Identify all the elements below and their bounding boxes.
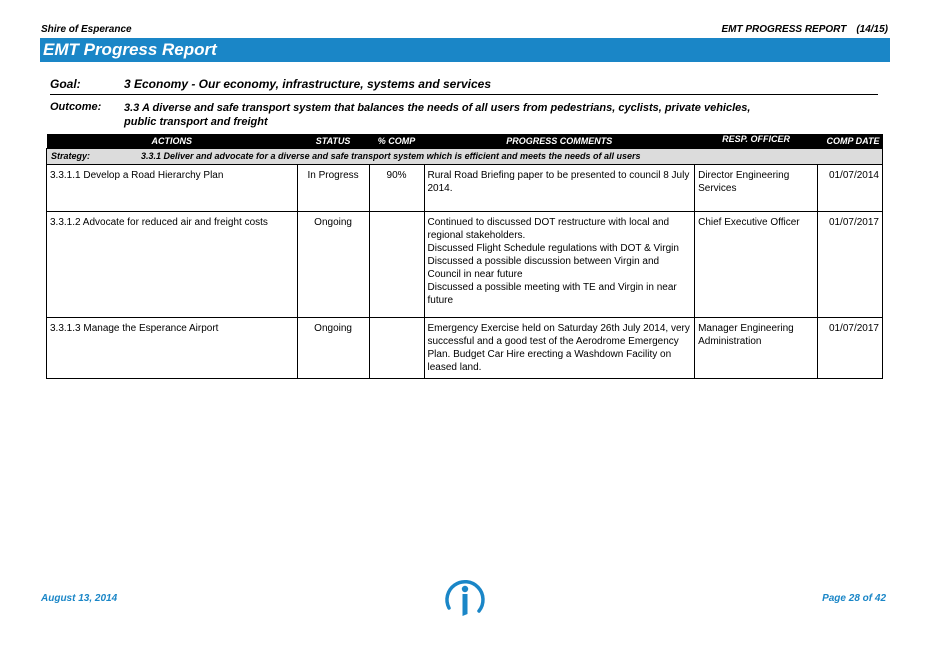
progress-table <box>46 134 883 379</box>
column-header-comments: PROGRESS COMMENTS <box>424 134 695 149</box>
strategy-label: Strategy: <box>51 151 91 161</box>
column-header-date: COMP DATE <box>817 134 882 149</box>
page-title: EMT Progress Report <box>43 40 217 59</box>
comp-cell: 90% <box>369 165 424 212</box>
outcome-label: Outcome: <box>50 101 102 113</box>
info-logo-icon <box>443 578 487 623</box>
comments-cell <box>424 212 695 318</box>
comments-cell <box>424 318 695 379</box>
comment-line: Discussed Flight Schedule regulations with DOT & Virgin <box>427 243 679 254</box>
organization-name: Shire of Esperance <box>41 24 132 35</box>
comment-line: Discussed a possible meeting with TE and Virgin in near future <box>427 282 677 306</box>
comp-cell <box>369 318 424 379</box>
goal-row <box>50 77 878 95</box>
outcome-text: 3.3 A diverse and safe transport system that balances the needs of all users from pedestrians, cyclists, private vehicles, public transport and freight <box>124 102 751 128</box>
comment-line: Rural Road Briefing paper to be presented to council 8 July 2014. <box>427 170 690 194</box>
status-cell: Ongoing <box>297 212 369 318</box>
status-cell: In Progress <box>297 165 369 212</box>
footer-page-number: Page 28 of 42 <box>822 593 886 604</box>
table-row <box>47 318 883 379</box>
strategy-row <box>47 149 883 165</box>
title-banner <box>40 38 890 62</box>
strategy-cell <box>47 149 883 165</box>
comment-line: Continued to discussed DOT restructure with local and regional stakeholders. <box>427 217 670 241</box>
table-row <box>47 165 883 212</box>
date-cell: 01/07/2017 <box>817 318 882 379</box>
report-header <box>721 24 888 35</box>
report-name: EMT PROGRESS REPORT <box>721 24 847 35</box>
date-cell: 01/07/2017 <box>817 212 882 318</box>
comments-cell <box>424 165 695 212</box>
comp-cell <box>369 212 424 318</box>
comment-line: Discussed a possible discussion between Virgin and Council in near future <box>427 256 660 280</box>
column-header-status: STATUS <box>297 134 369 149</box>
column-header-actions: ACTIONS <box>47 134 298 149</box>
strategy-text: 3.3.1 Deliver and advocate for a diverse and safe transport system which is efficient and meets the needs of all users <box>141 151 641 161</box>
action-cell: 3.3.1.3 Manage the Esperance Airport <box>47 318 298 379</box>
footer-date: August 13, 2014 <box>41 593 118 604</box>
date-cell: 01/07/2014 <box>817 165 882 212</box>
action-cell: 3.3.1.2 Advocate for reduced air and freight costs <box>47 212 298 318</box>
column-header-officer: RESP. OFFICER <box>695 134 818 149</box>
table-row <box>47 212 883 318</box>
officer-cell: Manager Engineering Administration <box>695 318 818 379</box>
status-cell: Ongoing <box>297 318 369 379</box>
table-header-row <box>47 134 883 149</box>
comment-line: Emergency Exercise held on Saturday 26th July 2014, very successful and a good test of the Aerodrome Emergency Plan. Budget Car Hire erecting a Washdown Facility on leased land. <box>427 323 690 373</box>
goal-text: 3 Economy - Our economy, infrastructure, systems and services <box>124 77 492 91</box>
officer-cell: Director Engineering Services <box>695 165 818 212</box>
goal-label: Goal: <box>50 77 81 91</box>
column-header-comp: % COMP <box>369 134 424 149</box>
report-page-ref: (14/15) <box>856 24 888 35</box>
officer-cell: Chief Executive Officer <box>695 212 818 318</box>
action-cell: 3.3.1.1 Develop a Road Hierarchy Plan <box>47 165 298 212</box>
